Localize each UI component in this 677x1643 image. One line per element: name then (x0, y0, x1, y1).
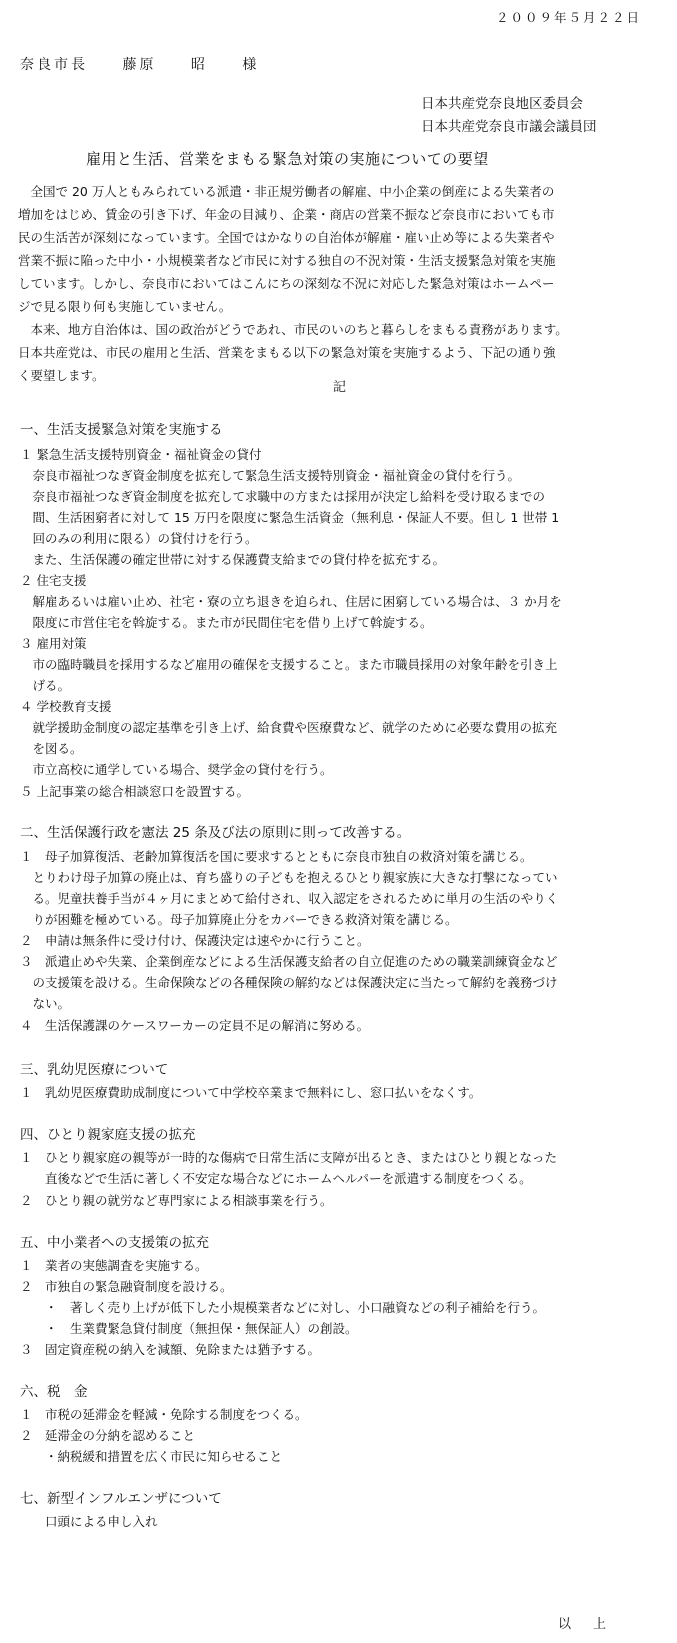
list-item: ４ 生活保護課のケースワーカーの定員不足の解消に努める。 (20, 1018, 370, 1033)
list-item: ・ 生業費緊急貸付制度（無担保・無保証人）の創設。 (20, 1321, 358, 1336)
recipient-line: 奈良市長 藤原 昭 様 (20, 57, 260, 73)
section-heading: 五、中小業者への支援策の拡充 (20, 1235, 209, 1251)
intro-line: 民の生活苦が深刻になっています。全国ではかなりの自治体が解雇・雇い止め等による失業者や (18, 230, 555, 245)
list-item: ３ 派遣止めや失業、企業倒産などによる生活保護支給者の自立促進のための職業訓練資金など (20, 954, 558, 969)
list-item: 奈良市福祉つなぎ資金制度を拡充して求職中の方または採用が決定し給料を受け取るまでの (20, 489, 546, 504)
list-item: ３ 固定資産税の納入を減額、免除または猶予する。 (20, 1342, 321, 1357)
memo-label: 記 (333, 380, 347, 395)
section-heading: 七、新型インフルエンザについて (20, 1491, 222, 1507)
list-item: １ 業者の実態調査を実施する。 (20, 1258, 208, 1273)
document-title: 雇用と生活、営業をまもる緊急対策の実施についての要望 (86, 150, 489, 168)
list-item: 就学援助金制度の認定基準を引き上げ、給食費や医療費など、就学のために必要な費用の拡充 (20, 720, 558, 735)
list-item: 回のみの利用に限る）の貸付けを行う。 (20, 531, 258, 546)
list-item: ２ ひとり親の就労など専門家による相談事業を行う。 (20, 1193, 333, 1208)
list-item: １ 乳幼児医療費助成制度について中学校卒業まで無料にし、窓口払いをなくす。 (20, 1085, 482, 1100)
section-heading: 六、税 金 (20, 1384, 88, 1400)
section-heading: 二、生活保護行政を憲法 25 条及び法の原則に則って改善する。 (20, 825, 411, 841)
intro-line: 全国で 20 万人ともみられている派遣・非正規労働者の解雇、中小企業の倒産による失業者の (18, 184, 555, 199)
intro-line: 営業不振に陥った中小・小規模業者など市民に対する独自の不況対策・生活支援緊急対策を実施 (18, 253, 556, 268)
list-item: ない。 (20, 996, 71, 1011)
section-heading: 三、乳幼児医療について (20, 1062, 169, 1078)
intro-line: 増加をはじめ、賃金の引き下げ、年金の目減り、企業・商店の営業不振など奈良市においても市 (18, 207, 555, 222)
intro-line: しています。しかし、奈良市においてはこんにちの深刻な不況に対応した緊急対策はホームペー (18, 276, 555, 291)
list-item: 市立高校に通学している場合、奨学金の貸付を行う。 (20, 762, 333, 777)
list-item: １ 母子加算復活、老齢加算復活を国に要求するとともに奈良市独自の救済対策を講じる。 (20, 849, 533, 864)
list-item: ２ 申請は無条件に受け付け、保護決定は速やかに行うこと。 (20, 933, 370, 948)
list-item: とりわけ母子加算の廃止は、育ち盛りの子どもを抱えるひとり親家族に大きな打撃になってい (20, 870, 558, 885)
list-item: ・ 著しく売り上げが低下した小規模業者などに対し、小口融資などの利子補給を行う。 (20, 1300, 546, 1315)
list-item: げる。 (20, 678, 71, 693)
list-item: りが困難を極めている。母子加算廃止分をカバーできる救済対策を講じる。 (20, 912, 458, 927)
list-item: １ ひとり親家庭の親等が一時的な傷病で日常生活に支障が出るとき、またはひとり親となった (20, 1150, 558, 1165)
sender-council-group: 日本共産党奈良市議会議員団 (421, 119, 597, 135)
list-item: ３ 雇用対策 (20, 636, 87, 651)
list-item: を図る。 (20, 741, 83, 756)
list-item: 口頭による申し入れ (20, 1514, 158, 1529)
intro-line: 本来、地方自治体は、国の政治がどうであれ、市民のいのちと暮らしをまもる責務があります。 (18, 322, 568, 337)
intro-line: ジで見る限り何も実施していません。 (18, 299, 232, 314)
list-item: ２ 市独自の緊急融資制度を設ける。 (20, 1279, 233, 1294)
list-item: 限度に市営住宅を斡旋する。また市が民間住宅を借り上げて斡旋する。 (20, 615, 433, 630)
section-heading: 四、ひとり親家庭支援の拡充 (20, 1127, 196, 1143)
list-item: 解雇あるいは雇い止め、社宅・寮の立ち退きを迫られ、住居に困窮している場合は、３ か月を (20, 594, 562, 609)
document-date: ２００９年５月２２日 (495, 10, 641, 25)
closing-mark: 以上 (558, 1617, 629, 1632)
sender-district-committee: 日本共産党奈良地区委員会 (421, 96, 583, 112)
intro-line: く要望します。 (18, 368, 105, 383)
list-item: ・納税緩和措置を広く市民に知らせること (20, 1449, 283, 1464)
list-item: 直後などで生活に著しく不安定な場合などにホームヘルパーを派遣する制度をつくる。 (20, 1171, 532, 1186)
list-item: 奈良市福祉つなぎ資金制度を拡充して緊急生活支援特別資金・福祉資金の貸付を行う。 (20, 468, 521, 483)
list-item: ４ 学校教育支援 (20, 699, 112, 714)
list-item: ５ 上記事業の総合相談窓口を設置する。 (20, 784, 249, 799)
list-item: 市の臨時職員を採用するなど雇用の確保を支援すること。また市職員採用の対象年齢を引き上 (20, 657, 558, 672)
list-item: ２ 延滞金の分納を認めること (20, 1428, 196, 1443)
list-item: る。児童扶養手当が４ヶ月にまとめて給付され、収入認定をされるために単月の生活のやりく (20, 891, 559, 906)
list-item: １ 緊急生活支援特別資金・福祉資金の貸付 (20, 447, 262, 462)
list-item: ２ 住宅支援 (20, 573, 87, 588)
list-item: １ 市税の延滞金を軽減・免除する制度をつくる。 (20, 1407, 308, 1422)
intro-line: 日本共産党は、市民の雇用と生活、営業をまもる以下の緊急対策を実施するよう、下記の通り強 (18, 345, 556, 360)
list-item: 間、生活困窮者に対して 15 万円を限度に緊急生活資金（無利息・保証人不要。但し 1 世帯 1 (20, 510, 560, 525)
list-item: の支援策を設ける。生命保険などの各種保険の解約などは保護決定に当たって解約を義務づけ (20, 975, 558, 990)
list-item: また、生活保護の確定世帯に対する保護費支給までの貸付枠を拡充する。 (20, 552, 446, 567)
section-heading: 一、生活支援緊急対策を実施する (20, 422, 223, 438)
